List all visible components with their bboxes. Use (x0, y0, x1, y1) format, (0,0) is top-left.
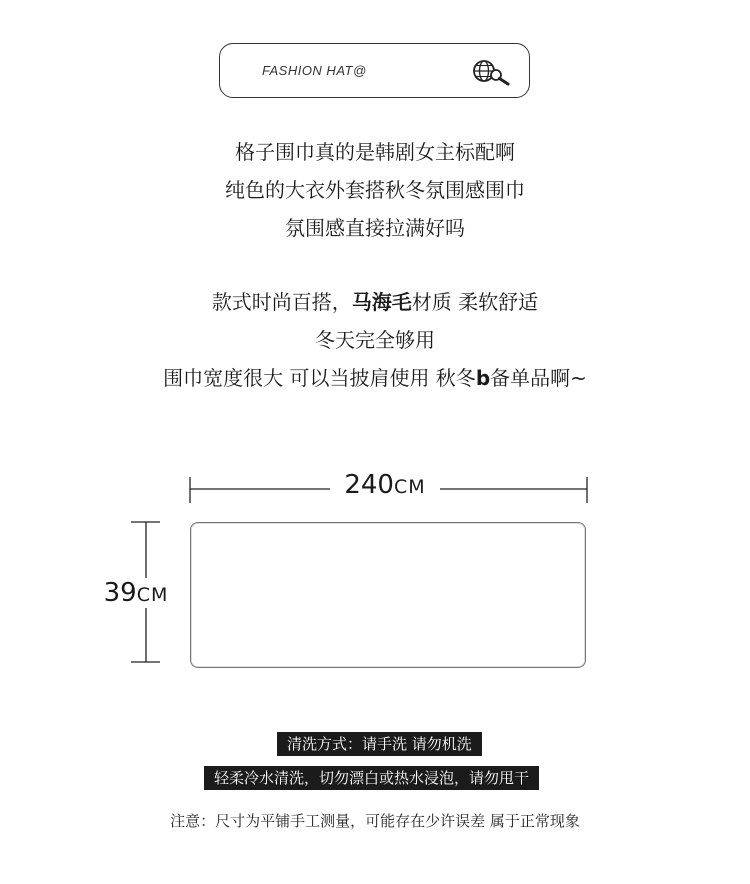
wash-method-tag: 清洗方式：请手洗 请勿机洗 (277, 732, 482, 756)
width-unit: CM (393, 476, 426, 498)
description-paragraph-1 (0, 133, 750, 247)
description-line: 纯色的大衣外套搭秋冬氛围感围巾 (225, 178, 525, 202)
search-bar[interactable] (219, 43, 530, 98)
globe-search-icon[interactable] (471, 58, 513, 86)
height-unit: CM (136, 584, 169, 606)
description-line (0, 359, 750, 397)
wash-instructions-tag: 轻柔冷水清洗，切勿漂白或热水浸泡，请勿甩干 (204, 766, 539, 790)
bold-letter: b (475, 366, 491, 390)
line-text: 款式时尚百搭， (211, 290, 352, 314)
line-text: 围巾宽度很大 可以当披肩使用 秋冬 (163, 366, 476, 390)
description-line (0, 283, 750, 321)
width-dimension-label (330, 470, 440, 500)
height-value: 39 (103, 578, 137, 608)
measurement-note: 注意：尺寸为平铺手工测量，可能存在少许误差 属于正常现象 (170, 812, 580, 830)
brand-text: FASHION HAT@ (262, 63, 367, 78)
height-dimension-label (100, 578, 172, 608)
description-line: 氛围感直接拉满好吗 (285, 216, 465, 240)
material-highlight: 马海毛 (351, 290, 412, 314)
line-text: 备单品啊~ (490, 366, 587, 390)
description-line: 冬天完全够用 (315, 328, 435, 352)
width-value: 240 (344, 470, 394, 500)
scarf-outline (190, 522, 586, 668)
description-line: 格子围巾真的是韩剧女主标配啊 (235, 140, 515, 164)
line-text: 材质 柔软舒适 (411, 290, 539, 314)
description-paragraph-2 (0, 283, 750, 397)
